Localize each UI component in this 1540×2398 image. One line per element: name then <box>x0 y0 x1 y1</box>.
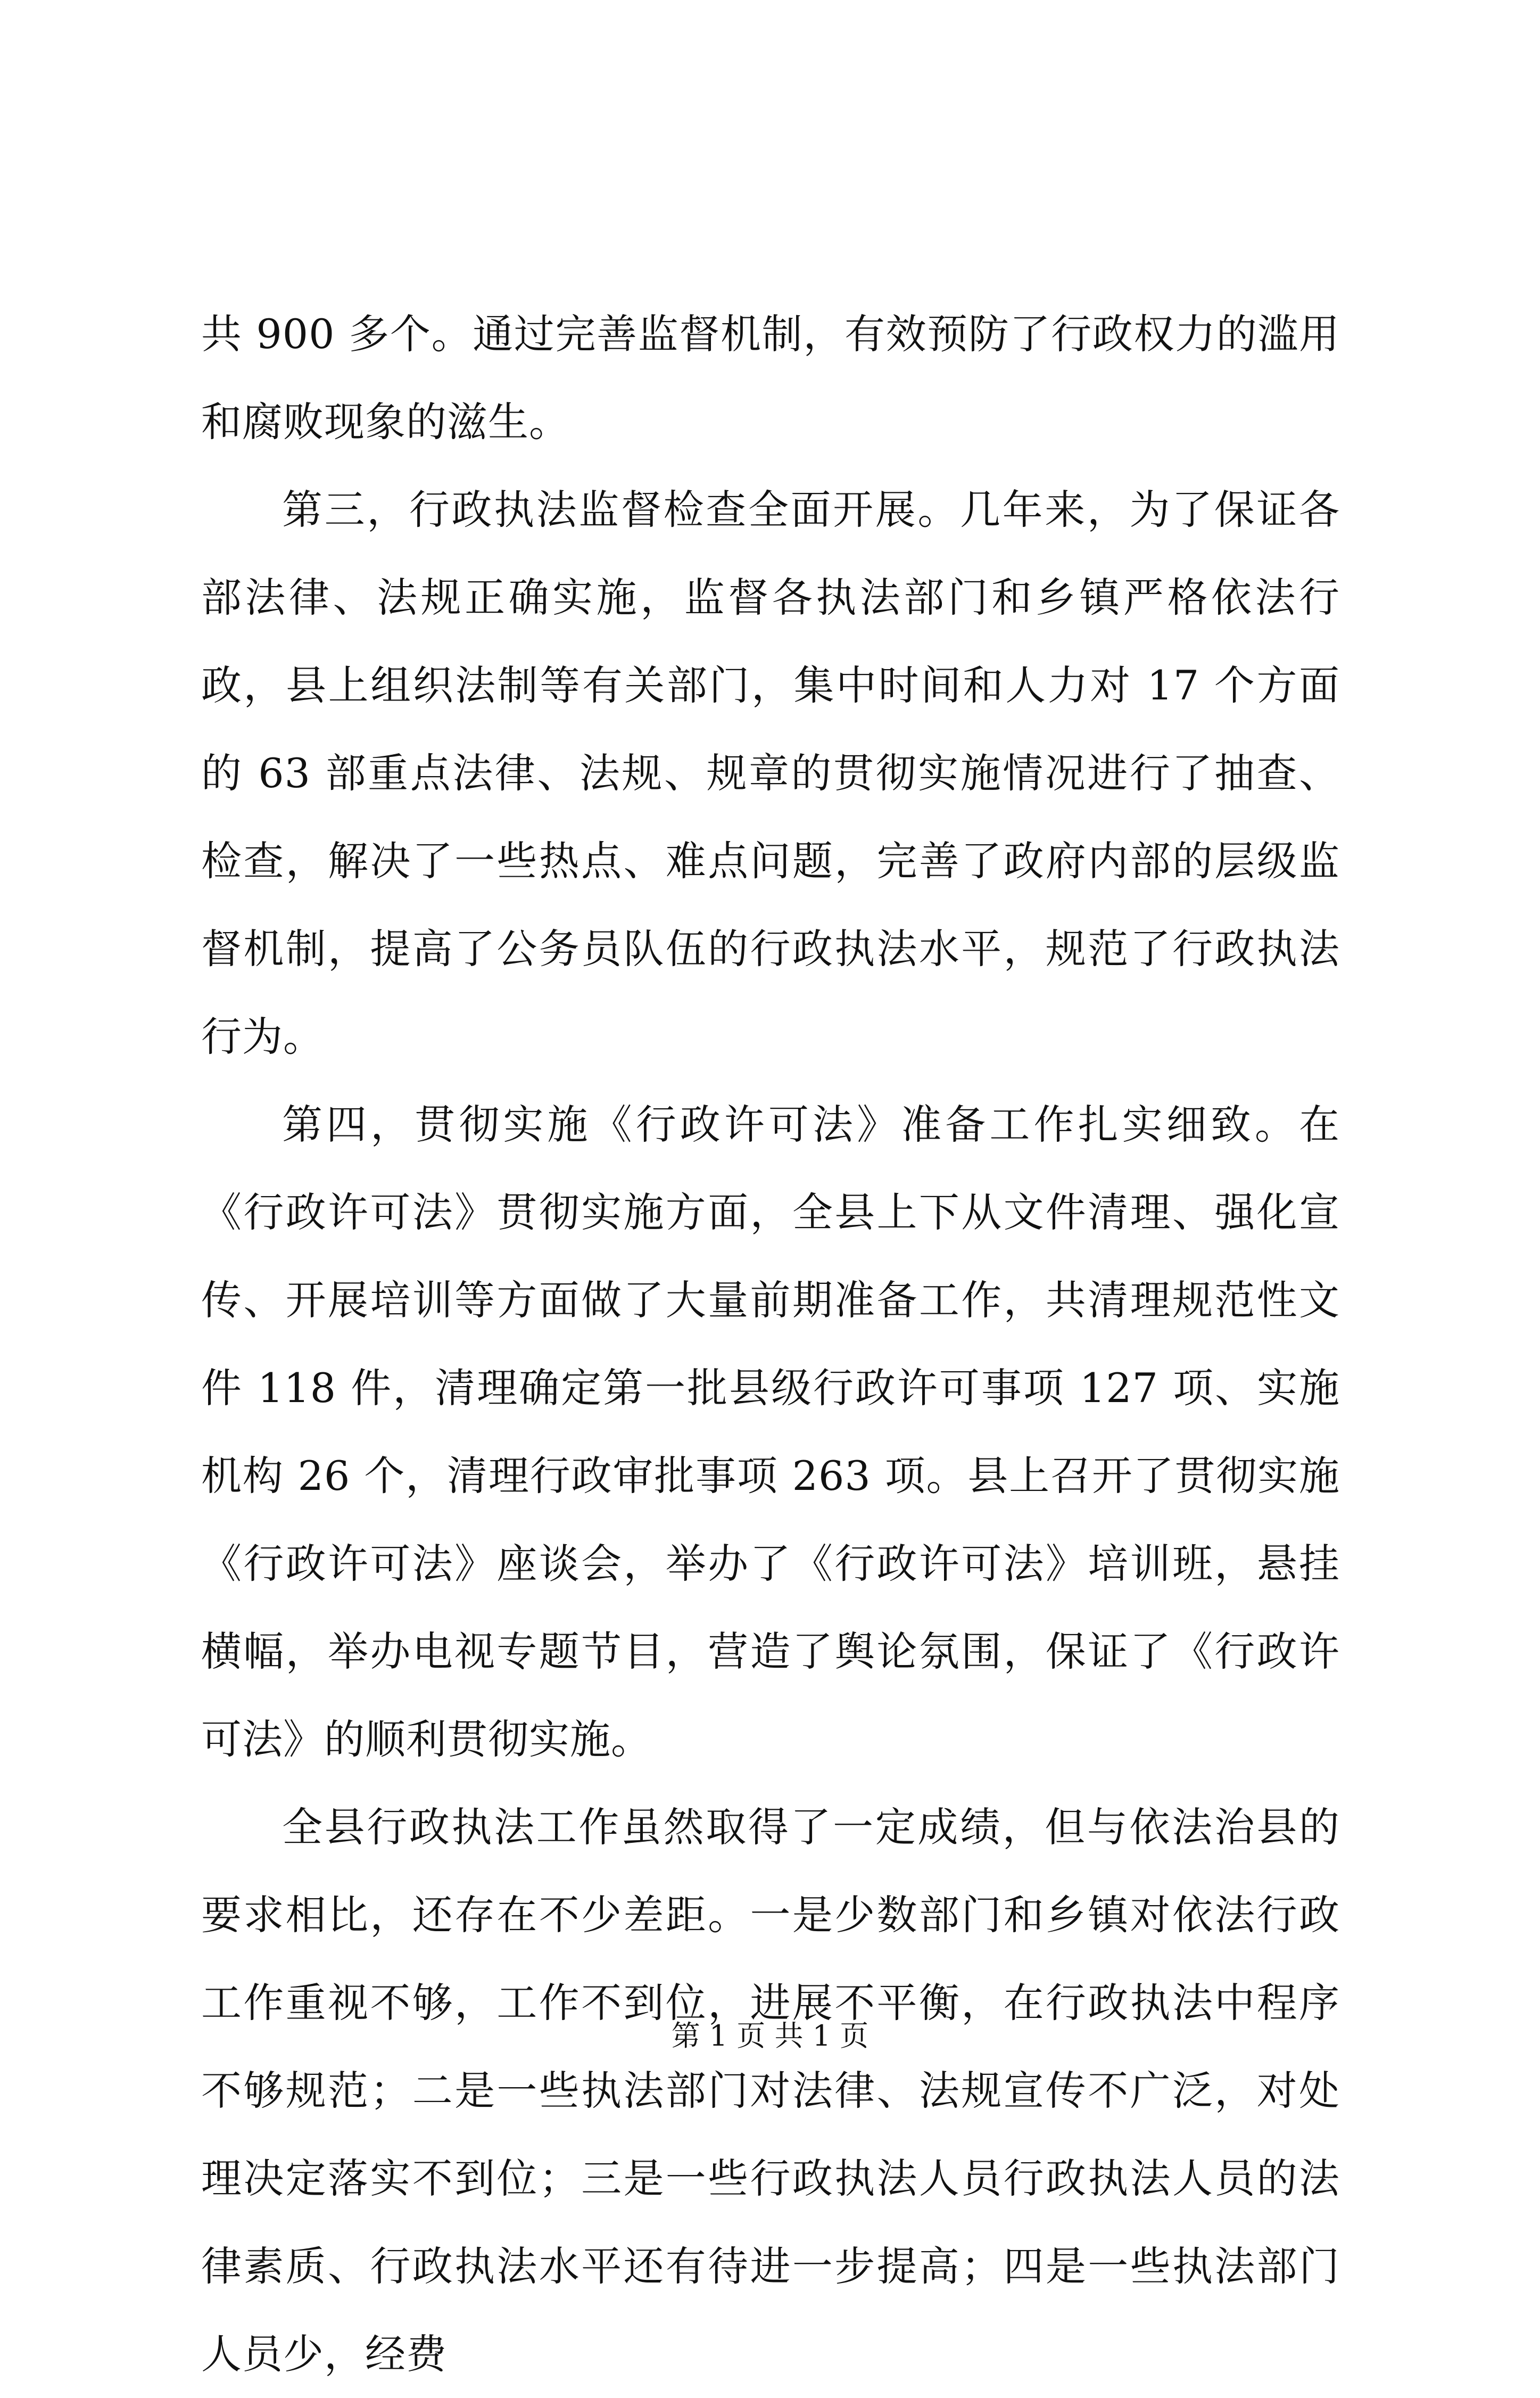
paragraph-1: 共 900 多个。通过完善监督机制，有效预防了行政权力的滥用和腐败现象的滋生。 <box>201 310 1340 446</box>
paragraph-3: 第四，贯彻实施《行政许可法》准备工作扎实细致。在《行政许可法》贯彻实施方面，全县上下从文件清理、强化宣传、开展培训等方面做了大量前期准备工作，共清理规范性文件 118 件，清理确定第一批县级行政许可事项 127 项、实施机构 26 个，清理行政审批事项 263 项。县上召开了贯彻实施《行政许可法》座谈会，举办了《行政许可法》培训班，悬挂横幅，举办电视专题节目，营造了舆论氛围，保证了《行政许可法》的顺利贯彻实施。 <box>201 1101 1340 1763</box>
page-footer <box>0 2017 1540 2055</box>
document-body <box>201 290 1340 2398</box>
page-number-label: 第 1 页 共 1 页 <box>671 2019 869 2053</box>
paragraph-4: 全县行政执法工作虽然取得了一定成绩，但与依法治县的要求相比，还存在不少差距。一是少数部门和乡镇对依法行政工作重视不够，工作不到位，进展不平衡，在行政执法中程序不够规范；二是一些执法部门对法律、法规宣传不广泛，对处理决定落实不到位；三是一些行政执法人员行政执法人员的法律素质、行政执法水平还有待进一步提高；四是一些执法部门人员少，经费 <box>201 1803 1340 2378</box>
paragraph-2: 第三，行政执法监督检查全面开展。几年来，为了保证各部法律、法规正确实施，监督各执法部门和乡镇严格依法行政，县上组织法制等有关部门，集中时间和人力对 17 个方面的 63 部重点法律、法规、规章的贯彻实施情况进行了抽查、检查，解决了一些热点、难点问题，完善了政府内部的层级监督机制，提高了公务员队伍的行政执法水平，规范了行政执法行为。 <box>201 486 1340 1060</box>
